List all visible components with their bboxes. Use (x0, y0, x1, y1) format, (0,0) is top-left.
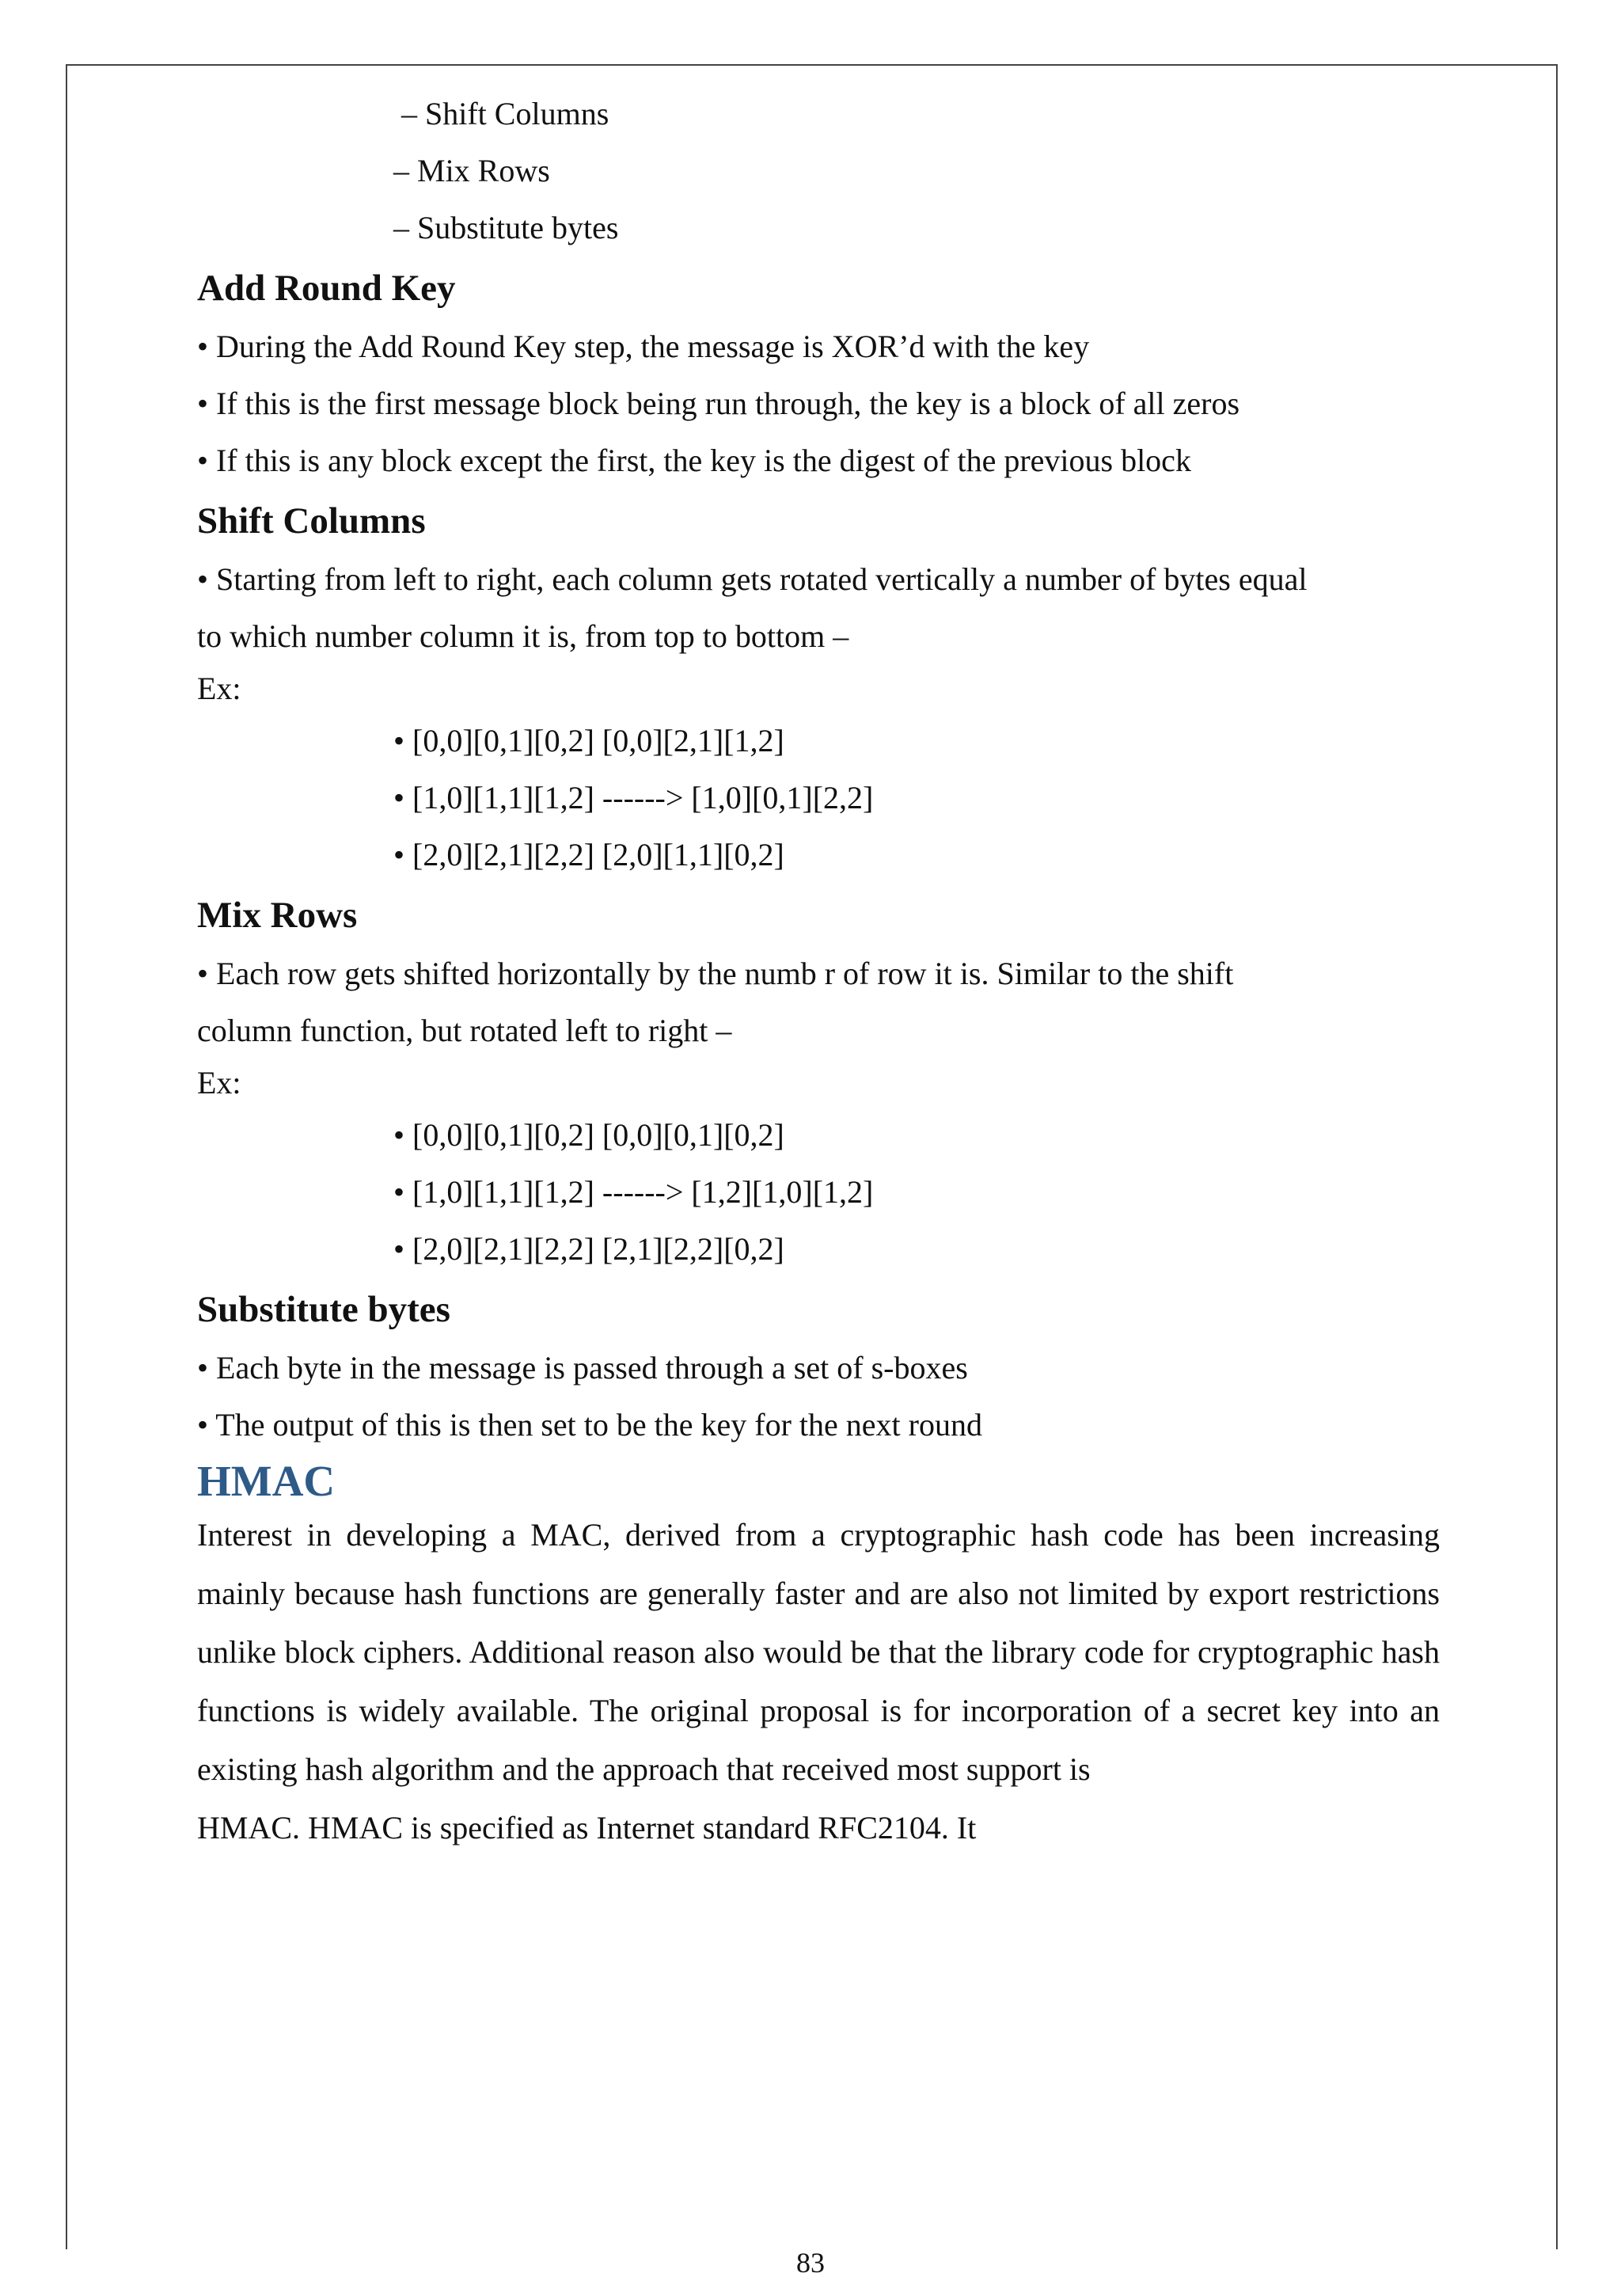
section-heading-mix-rows: Mix Rows (197, 895, 358, 936)
intro-list-item: – Substitute bytes (393, 210, 619, 245)
intro-list-item: – Mix Rows (393, 153, 550, 188)
section-heading-hmac: HMAC (197, 1457, 336, 1505)
page-number: 83 (796, 2247, 825, 2279)
example-item: • [2,0][2,1][2,2] [2,1][2,2][0,2] (393, 1231, 784, 1267)
section-heading-shift-columns: Shift Columns (197, 500, 426, 542)
example-label: Ex: (197, 671, 241, 706)
bullet-item: • If this is the first message block being run through, the key is a block of all zeros (197, 386, 1240, 421)
body-text-line: to which number column it is, from top to bottom – (197, 618, 849, 654)
body-text-line: • Each row gets shifted horizontally by the numb r of row it is. Similar to the shift (197, 956, 1234, 991)
hmac-paragraph-last-line: HMAC. HMAC is specified as Internet standard RFC2104. It (197, 1810, 977, 1846)
page-content (197, 86, 1440, 1857)
example-label: Ex: (197, 1065, 241, 1100)
hmac-paragraph: Interest in developing a MAC, derived from a cryptographic hash code has been increasing mainly because hash functions are generally faster and are also not limited by export restrictions unlike block ciphers. Additional reason also would be that the library code for cryptographic hash functions is widely available. The original proposal is for incorporation of a secret key into an existing hash algorithm and the approach that received most support is (197, 1517, 1440, 1787)
intro-list-item: – Shift Columns (401, 96, 609, 131)
bullet-item: • During the Add Round Key step, the message is XOR’d with the key (197, 329, 1090, 364)
example-item: • [0,0][0,1][0,2] [0,0][2,1][1,2] (393, 723, 784, 758)
bullet-item: • If this is any block except the first, the key is the digest of the previous block (197, 443, 1191, 478)
section-heading-add-round-key: Add Round Key (197, 268, 456, 309)
body-text-line: column function, but rotated left to right – (197, 1013, 732, 1048)
example-item: • [1,0][1,1][1,2] ------> [1,0][0,1][2,2] (393, 780, 874, 815)
section-heading-substitute-bytes: Substitute bytes (197, 1289, 450, 1330)
example-item: • [1,0][1,1][1,2] ------> [1,2][1,0][1,2] (393, 1174, 874, 1210)
example-item: • [2,0][2,1][2,2] [2,0][1,1][0,2] (393, 837, 784, 872)
example-item: • [0,0][0,1][0,2] [0,0][0,1][0,2] (393, 1117, 784, 1153)
body-text-line: • Starting from left to right, each column gets rotated vertically a number of bytes equal (197, 561, 1308, 597)
bullet-item: • The output of this is then set to be the key for the next round (197, 1407, 982, 1443)
bullet-item: • Each byte in the message is passed through a set of s-boxes (197, 1350, 968, 1386)
